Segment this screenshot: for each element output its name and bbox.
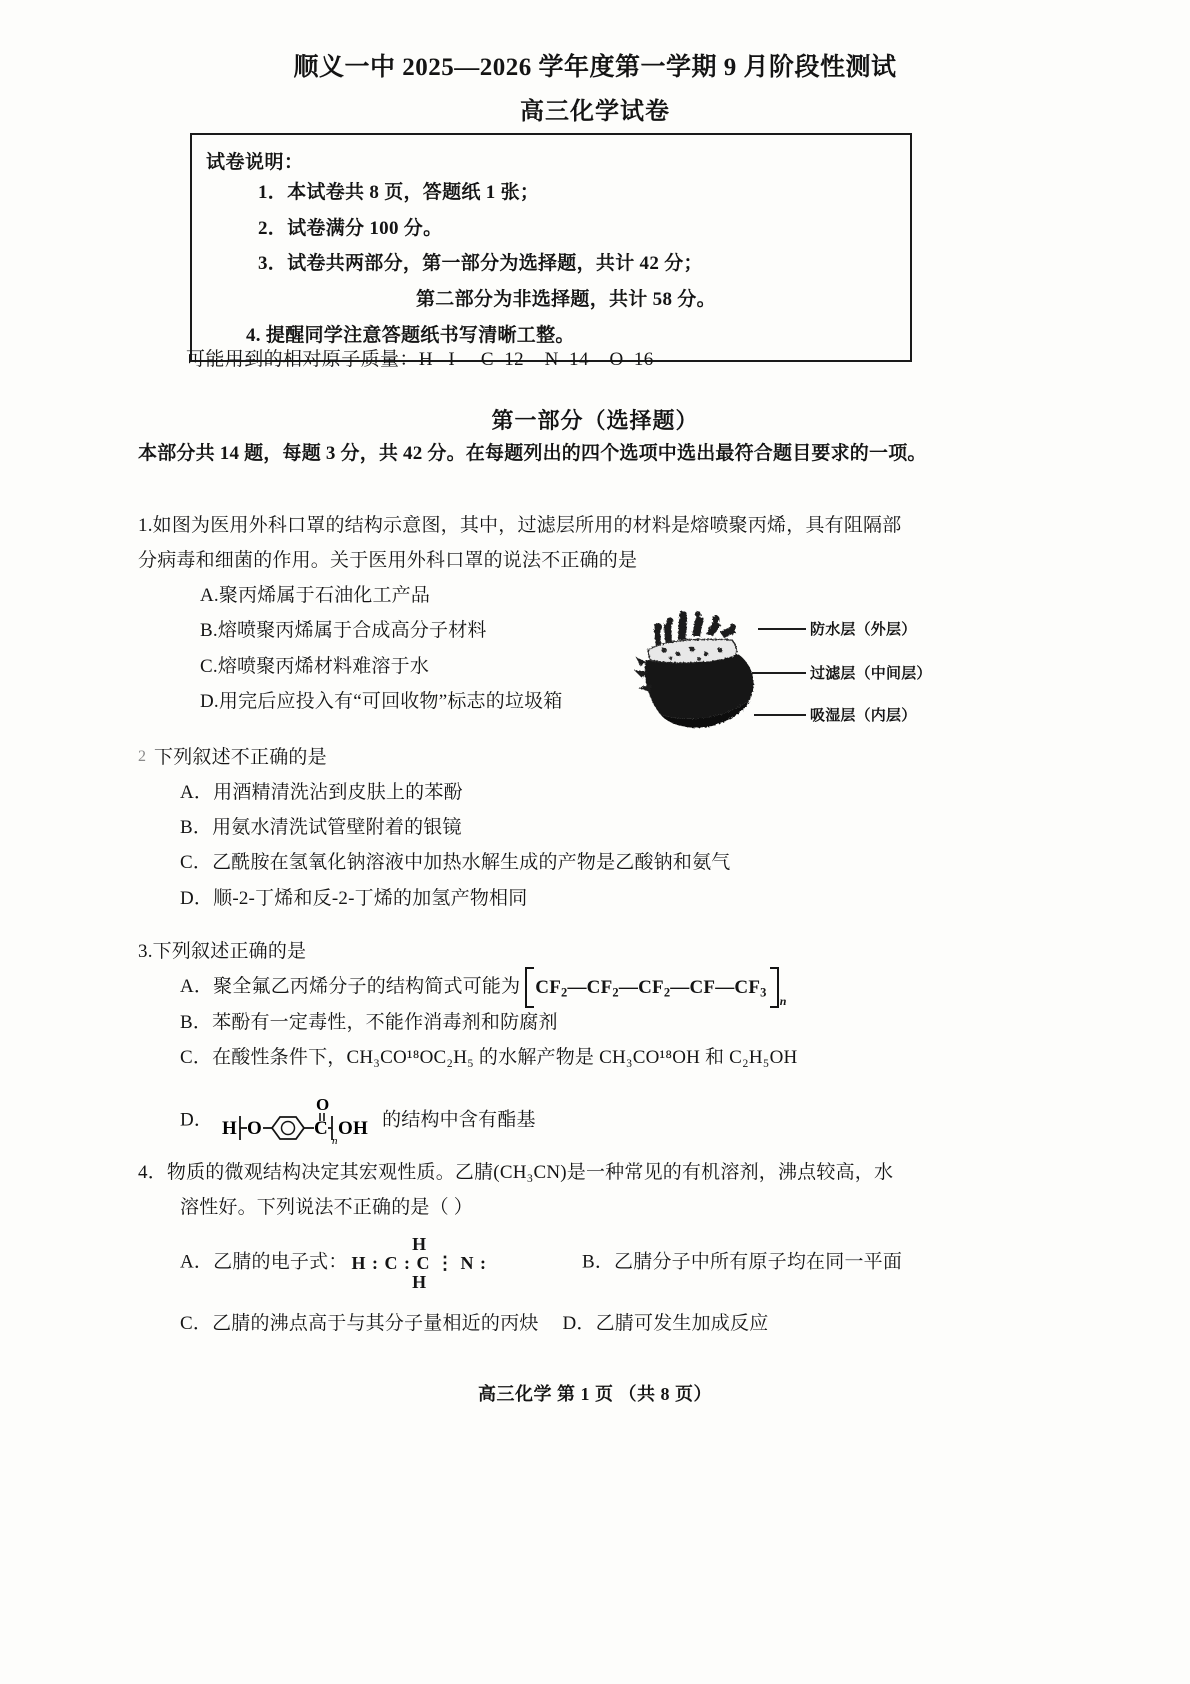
question-1-option-c: C.熔喷聚丙烯材料难溶于水 xyxy=(200,655,430,677)
question-3-option-d-label: D． xyxy=(180,1108,214,1130)
question-4-option-b-label: B． xyxy=(581,1251,615,1273)
instruction-item-3: 3．试卷共两部分，第一部分为选择题，共计 42 分； xyxy=(258,253,703,275)
question-3-stem: 3.下列叙述正确的是 xyxy=(138,941,307,962)
electron-formula-top: H xyxy=(412,1234,427,1255)
question-2-option-c: C．乙酰胺在氢氧化钠溶液中加热水解生成的产物是乙酸钠和氨气 xyxy=(180,852,731,874)
question-4-option-a-text: 乙腈的电子式： xyxy=(213,1251,348,1273)
svg-text:O: O xyxy=(316,1094,330,1114)
question-4-option-c-text: 乙腈的沸点高于与其分子量相近的丙炔 xyxy=(212,1312,539,1334)
question-2-option-d: D．顺-2-丁烯和反-2-丁烯的加氢产物相同 xyxy=(180,887,528,909)
mask-figure-labels xyxy=(774,596,932,736)
page-title-block xyxy=(0,0,1190,126)
question-2-stem-text: 下列叙述不正确的是 xyxy=(154,747,327,768)
question-3-option-d xyxy=(180,1094,958,1148)
question-1-stem-line2: 分病毒和细菌的作用。关于医用外科口罩的说法不正确的是 xyxy=(138,550,638,572)
electron-formula-middle: H : C : C ⋮ N : xyxy=(351,1253,488,1274)
question-1-option-d: D.用完后应投入有“可回收物”标志的垃圾箱 xyxy=(200,690,563,712)
question-4-option-b-text: 乙腈分子中所有原子均在同一平面 xyxy=(614,1251,903,1273)
svg-text:C: C xyxy=(314,1117,328,1139)
question-3-option-b-label: B． xyxy=(180,1012,213,1034)
page-subtitle: 高三化学试卷 xyxy=(520,99,670,126)
svg-text:H: H xyxy=(222,1117,238,1139)
atomic-mass-label: 可能用到的相对原子质量： xyxy=(186,349,419,370)
question-3-option-c-text: 在酸性条件下，CH₃CO¹⁸OC₂H₅ 的水解产物是 CH₃CO¹⁸OH 和 C₂H₅OH xyxy=(212,1047,798,1069)
question-4-option-c-label: C． xyxy=(180,1312,213,1334)
question-1-stem-line1: 1.如图为医用外科口罩的结构示意图，其中，过滤层所用的材料是熔喷聚丙烯，具有阻隔部 xyxy=(138,515,902,536)
page-title: 顺义一中 2025—2026 学年度第一学期 9 月阶段性测试 xyxy=(293,54,897,81)
instruction-item-2: 2．试卷满分 100 分。 xyxy=(258,217,443,239)
question-1-option-a: A.聚丙烯属于石油化工产品 xyxy=(200,585,431,607)
electron-formula-bottom: H xyxy=(412,1272,427,1293)
mask-structure-figure xyxy=(626,596,932,741)
svg-text:O: O xyxy=(247,1117,263,1139)
question-3-option-c-label: C． xyxy=(180,1047,213,1069)
instruction-item-4: 4. 提醒同学注意答题纸书写清晰工整。 xyxy=(246,324,575,346)
question-4-options-row-2 xyxy=(180,1306,968,1341)
question-4-option-d-label: D． xyxy=(562,1312,596,1334)
question-4-option-d-text: 乙腈可发生加成反应 xyxy=(595,1312,769,1334)
leader-line-outer xyxy=(758,628,806,630)
instructions-box xyxy=(190,133,912,362)
question-4-options-row-1 xyxy=(180,1235,968,1292)
mask-illustration-icon xyxy=(634,602,784,732)
svg-text:n: n xyxy=(332,1134,338,1147)
svg-text:OH: OH xyxy=(338,1117,369,1139)
electron-formula xyxy=(352,1235,487,1292)
leader-line-inner xyxy=(754,714,806,716)
question-3-option-d-text: 的结构中含有酯基 xyxy=(382,1108,536,1130)
mask-label-middle: 过滤层（中间层） xyxy=(810,666,932,682)
question-2-stem xyxy=(138,740,928,775)
mask-label-outer: 防水层（外层） xyxy=(810,622,917,638)
question-3-option-b xyxy=(180,1005,958,1040)
part-one-description: 本部分共 14 题，每题 3 分，共 42 分。在每题列出的四个选项中选出最符合题目要求的一项。 xyxy=(138,443,927,464)
question-3-option-a xyxy=(180,969,958,1009)
question-3-option-b-text: 苯酚有一定毒性，不能作消毒剂和防腐剂 xyxy=(212,1012,558,1034)
mask-label-inner: 吸湿层（内层） xyxy=(810,708,917,724)
question-4-stem-line1 xyxy=(138,1155,968,1190)
question-2 xyxy=(138,740,928,916)
question-4 xyxy=(138,1155,968,1341)
ester-structure-svg xyxy=(220,1094,380,1148)
question-2-option-b: B．用氨水清洗试管壁附着的银镜 xyxy=(180,817,462,839)
instruction-item-3b: 第二部分为非选择题，共计 58 分。 xyxy=(416,288,716,310)
atomic-mass-values: H I C 12 N 14 O 16 xyxy=(418,349,654,370)
atomic-mass-line xyxy=(186,344,654,371)
question-3-option-a-label: A． xyxy=(180,976,214,998)
question-3-option-c xyxy=(180,1040,958,1075)
question-3 xyxy=(138,934,958,1148)
question-2-option-a: A．用酒精清洗沾到皮肤上的苯酚 xyxy=(180,782,463,804)
question-3-option-a-text: 聚全氟乙丙烯分子的结构简式可能为 xyxy=(213,976,521,998)
question-4-option-a-label: A． xyxy=(180,1251,214,1273)
leader-line-middle xyxy=(752,672,806,674)
instruction-item-1: 1．本试卷共 8 页，答题纸 1 张； xyxy=(258,182,540,203)
page-footer: 高三化学 第 1 页 （共 8 页） xyxy=(478,1384,712,1404)
polymer-formula: $CF_2—CF_2—CF_2—CF—CF_3$ n xyxy=(525,970,778,1005)
question-4-stem-line2: 溶性好。下列说法不正确的是（ ） xyxy=(180,1197,473,1219)
instructions-heading: 试卷说明： xyxy=(206,152,304,173)
question-4-stem-text1: 4．物质的微观结构决定其宏观性质。乙腈(CH₃CN)是一种常见的有机溶剂，沸点较高，水 xyxy=(138,1162,894,1183)
part-one-heading: 第一部分（选择题） xyxy=(491,408,699,433)
question-2-number: 2 xyxy=(138,748,147,765)
question-1-option-b: B.熔喷聚丙烯属于合成高分子材料 xyxy=(200,620,487,642)
ester-structure-formula xyxy=(220,1094,380,1148)
